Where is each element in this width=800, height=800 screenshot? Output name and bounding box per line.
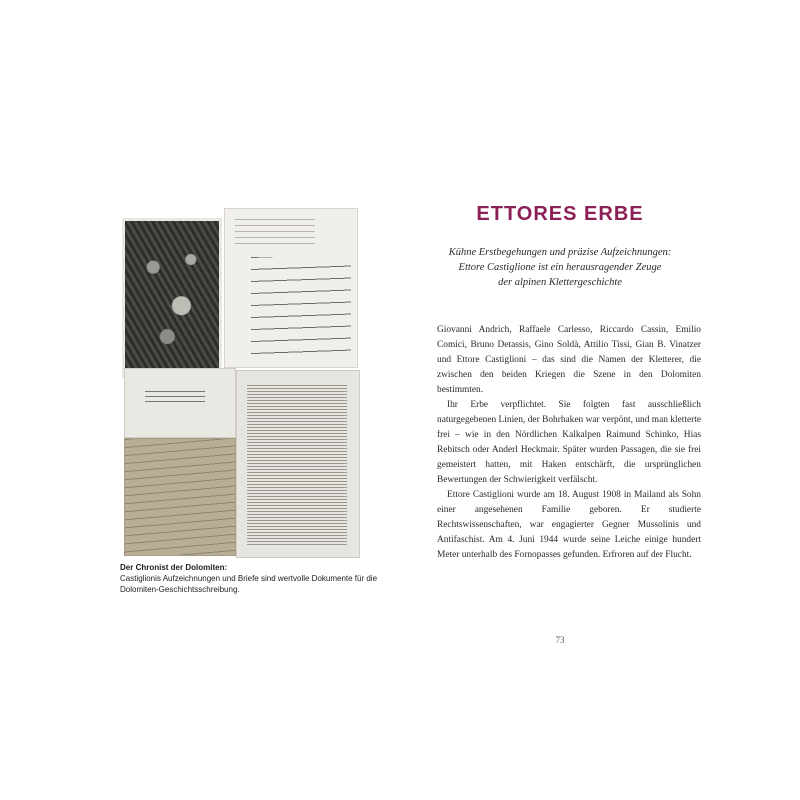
paragraph: Ettore Castiglioni wurde am 18. August 1908 in Mailand als Sohn einer angesehenen Familie geboren. Er studierte Rechtswissenschaften, war engagierter Gegner Mussolinis und Antifaschist. Am 4. Juni 1944 wurde seine Leiche einige hundert Meter unterhalb des Fornopasses gefunden. Erfroren auf der Flucht. [437,490,701,560]
letterhead [235,219,315,245]
caption-title: Der Chronist der Dolomiten: [120,563,228,572]
subtitle-line-1: Kühne Erstbegehungen und präzise Aufzeichnungen: [448,247,672,258]
subtitle-line-3: der alpinen Klettergeschichte [498,277,622,288]
chapter-title: ETTORES ERBE [476,203,644,225]
envelope-address [145,391,205,405]
caption-text: Castiglionis Aufzeichnungen und Briefe sind wertvolle Dokumente für die Dolomiten-Geschichtsschreibung. [120,574,378,594]
figure-caption [120,562,380,595]
newspaper-clipping [236,370,360,558]
handwriting-lines [251,257,351,357]
body-text [437,323,701,563]
subtitle-line-2: Ettore Castiglione ist ein herausragender Zeuge [458,262,662,273]
handwritten-letter [224,208,358,368]
newspaper-text [247,385,347,545]
paragraph: Ihr Erbe verpflichtet. Sie folgten fast ausschließlich naturgegebenen Linien, der Bohrhaken war verpönt, und man kletterte frei – wie in den Nördlichen Kalkalpen Raimund Schinko, Hias Rebitsch oder Anderl Heckmair. Später wurden Passagen, die sie frei gemeistert hatten, mit Haken entschärft, die ursprünglichen Bewertungen der Schwierigkeit verfälscht. [437,400,701,485]
paragraph: Giovanni Andrich, Raffaele Carlesso, Riccardo Cassin, Emilio Comici, Bruno Detassis, Gino Soldà, Attilio Tissi, Gian B. Vinatzer und Ettore Castiglioni – das sind die Namen der Kletterer, die zwischen den beiden Kriegen die Szene in den Dolomiten bestimmten. [437,325,701,395]
chapter-subtitle [415,245,705,290]
document-collage-image [120,208,360,558]
page-number: 73 [555,635,565,645]
envelope [124,368,236,438]
aged-letter [124,438,236,556]
mountain-photo [122,218,222,378]
